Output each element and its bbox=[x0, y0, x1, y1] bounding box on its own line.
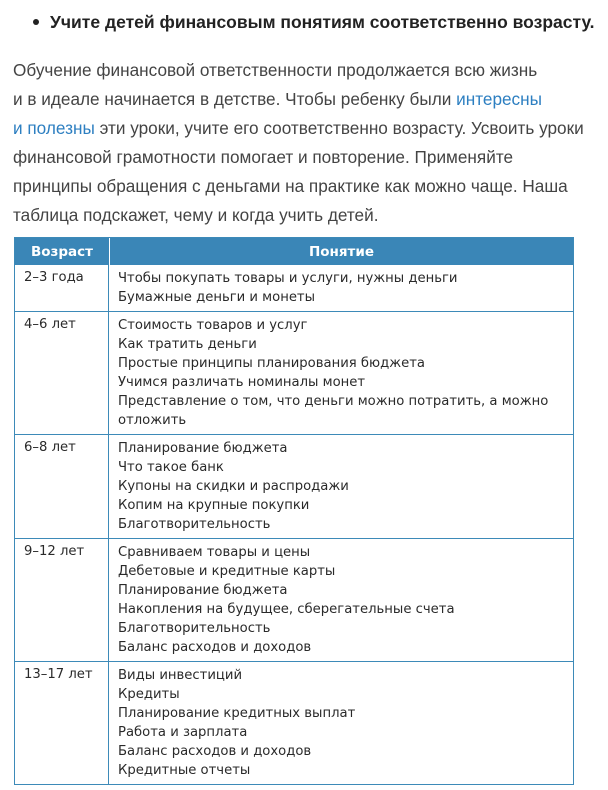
header-concept: Понятие bbox=[109, 238, 573, 265]
paragraph-line-3-text: эти уроки, учите его соответственно возрасту. Усвоить уроки bbox=[94, 118, 584, 138]
concept-item: Что такое банк bbox=[118, 460, 224, 475]
concept-item: Планирование кредитных выплат bbox=[118, 706, 356, 721]
concept-item: Виды инвестиций bbox=[118, 668, 243, 683]
concept-item: Кредиты bbox=[118, 687, 180, 702]
table-row bbox=[15, 311, 573, 434]
concepts-cell bbox=[109, 539, 573, 661]
paragraph-line-3 bbox=[13, 114, 608, 143]
age-cell: 6–8 лет bbox=[15, 435, 109, 538]
concept-item: Кредитные отчеты bbox=[118, 763, 251, 778]
header-age: Возраст bbox=[30, 243, 93, 260]
paragraph-line-2-text: и в идеале начинается в детстве. Чтобы ребенку были bbox=[13, 89, 457, 109]
table-body bbox=[15, 265, 573, 784]
concept-item: Представление о том, что деньги можно потратить, а можно отложить bbox=[118, 394, 549, 428]
concept-item: Бумажные деньги и монеты bbox=[118, 290, 316, 305]
intro-paragraph bbox=[13, 56, 608, 230]
concept-item: Как тратить деньги bbox=[118, 337, 257, 352]
concept-item: Копим на крупные покупки bbox=[118, 498, 310, 513]
bullet-dot bbox=[33, 19, 39, 25]
table-row bbox=[15, 538, 573, 661]
concept-item: Планирование бюджета bbox=[118, 583, 288, 598]
age-cell: 2–3 года bbox=[15, 265, 109, 311]
paragraph-line-4: финансовой грамотности помогает и повторение. Применяйте bbox=[13, 147, 514, 167]
finance-concepts-table bbox=[14, 237, 574, 785]
concept-item: Баланс расходов и доходов bbox=[118, 744, 312, 759]
concepts-cell bbox=[109, 265, 573, 311]
paragraph-line-5: принципы обращения с деньгами на практике как можно чаще. Наша bbox=[13, 176, 568, 196]
concept-item: Баланс расходов и доходов bbox=[118, 640, 312, 655]
table-row bbox=[15, 434, 573, 538]
age-cell: 4–6 лет bbox=[15, 312, 109, 434]
paragraph-line-6: таблица подскажет, чему и когда учить детей. bbox=[13, 205, 379, 225]
interesting-link-part-2[interactable]: и полезны bbox=[13, 118, 95, 138]
concept-item: Чтобы покупать товары и услуги, нужны деньги bbox=[118, 271, 458, 286]
age-cell: 13–17 лет bbox=[15, 662, 109, 784]
concept-item: Накопления на будущее, сберегательные счета bbox=[118, 602, 455, 617]
concept-item: Стоимость товаров и услуг bbox=[118, 318, 308, 333]
concept-item: Учимся различать номиналы монет bbox=[118, 375, 366, 390]
concepts-cell bbox=[109, 312, 573, 434]
concept-item: Благотворительность bbox=[118, 517, 271, 532]
table-row bbox=[15, 265, 573, 311]
table-header bbox=[15, 238, 573, 265]
bullet-text: Учите детей финансовым понятиям соответственно возрасту. bbox=[50, 12, 595, 32]
table-row bbox=[15, 661, 573, 784]
concept-item: Работа и зарплата bbox=[118, 725, 248, 740]
concept-item: Купоны на скидки и распродажи bbox=[118, 479, 349, 494]
concepts-cell bbox=[109, 435, 573, 538]
paragraph-line-1: Обучение финансовой ответственности продолжается всю жизнь bbox=[13, 60, 538, 80]
concept-item: Простые принципы планирования бюджета bbox=[118, 356, 426, 371]
concept-item: Благотворительность bbox=[118, 621, 271, 636]
concepts-cell bbox=[109, 662, 573, 784]
age-cell: 9–12 лет bbox=[15, 539, 109, 661]
concept-item: Сравниваем товары и цены bbox=[118, 545, 311, 560]
concept-item: Дебетовые и кредитные карты bbox=[118, 564, 336, 579]
concept-item: Планирование бюджета bbox=[118, 441, 288, 456]
interesting-link-part-1[interactable]: интересны bbox=[456, 89, 542, 109]
paragraph-line-2 bbox=[13, 85, 608, 114]
